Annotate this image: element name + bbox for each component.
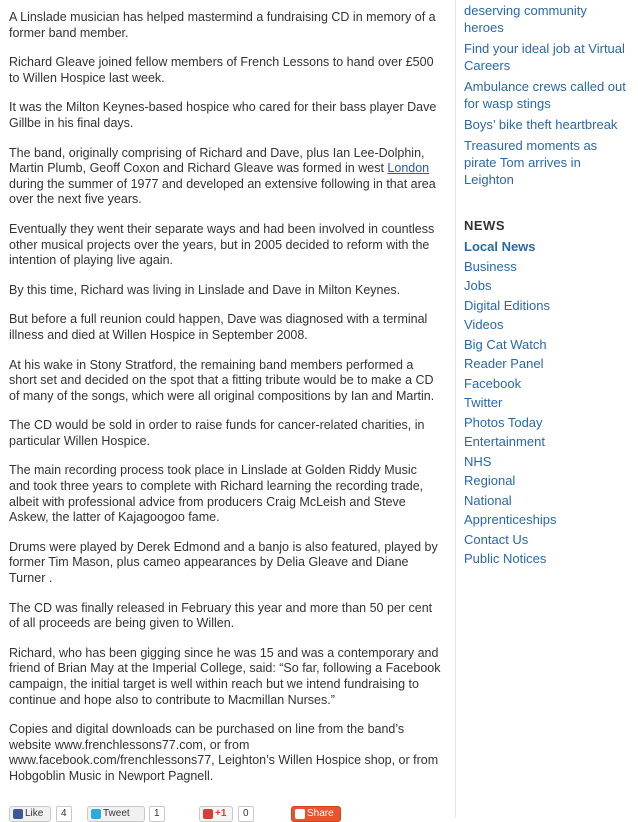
share-button[interactable] [291, 806, 341, 822]
tweet-label: Tweet [103, 808, 130, 819]
gplus-label: +1 [215, 808, 227, 819]
london-link[interactable]: London [387, 161, 430, 176]
nav-national[interactable]: National [464, 492, 512, 508]
tweet-button[interactable] [87, 806, 145, 822]
article-paragraph: The CD was finally released in February this year and more than 50 per cent of all proceeds are being given to Willen. [9, 600, 433, 631]
gplus-count: 0 [238, 806, 254, 822]
paragraph-text: The band, originally comprising of Richard and Dave, plus Ian Lee-Dolphin, Martin Plumb, Geoff Coxon and Richard Gleave was formed in west [9, 145, 425, 176]
nav-public-notices[interactable]: Public Notices [464, 551, 547, 566]
nav-entertainment[interactable]: Entertainment [464, 434, 545, 449]
story-link[interactable]: Find your ideal job at Virtual Careers [464, 41, 625, 73]
nav-business[interactable]: Business [464, 258, 517, 274]
story-link[interactable]: Boys’ bike theft heartbreak [464, 117, 618, 132]
nav-digital-editions[interactable]: Digital Editions [464, 297, 550, 313]
nav-photos-today[interactable]: Photos Today [464, 414, 543, 430]
news-heading: NEWS [464, 218, 505, 233]
tweet-count: 1 [149, 806, 165, 822]
nav-reader-panel[interactable]: Reader Panel [464, 356, 544, 371]
article-paragraph: A Linslade musician has helped mastermind a fundraising CD in memory of a former band member. [9, 10, 436, 40]
nav-jobs[interactable]: Jobs [464, 278, 492, 293]
article-paragraph: Eventually they went their separate ways and had been involved in countless other musical projects over the years, but in 2005 decided to reform with the intention of playing live again. [9, 221, 435, 268]
article-paragraph [9, 146, 441, 208]
story-link[interactable]: deserving community heroes [464, 3, 587, 35]
article-paragraph: It was the Milton Keynes-based hospice who cared for their bass player Dave Gillbe in his final days. [9, 100, 437, 130]
article-paragraph: Richard, who has been gigging since he was 15 and was a contemporary and friend of Brian May at the Imperial College, said: “So far, following a Facebook campaign, the initial target is well within reach but we intend fundraising to continue and hope also to contribute to Macmillan Nurses.” [9, 645, 441, 707]
facebook-like-button[interactable] [9, 806, 51, 822]
related-stories [464, 2, 629, 192]
article-paragraph: Richard Gleave joined fellow members of French Lessons to hand over £500 to Willen Hospice last week. [9, 55, 434, 85]
article-paragraph: Copies and digital downloads can be purchased on line from the band’s website www.frenchlessons77.com, or from www.facebook.com/frenchlessons77, Leighton’s Willen Hospice shop, or from Hobgoblin Music in Newport Pagnell. [9, 722, 439, 783]
nav-local-news[interactable]: Local News [464, 239, 536, 254]
nav-facebook[interactable]: Facebook [464, 375, 522, 391]
paragraph-text: during the summer of 1977 and developed an extensive following in that area over the next five years. [9, 176, 436, 207]
sidebar [455, 0, 638, 818]
nav-apprenticeships[interactable]: Apprenticeships [464, 512, 557, 527]
article-paragraph: The main recording process took place in Linslade at Golden Riddy Music and took three years to complete with Richard learning the recording trade, albeit with professional advice from producers Craig McLeish and Steve Askew, the latter of Kajagoogoo fame. [9, 463, 424, 525]
nav-big-cat-watch[interactable]: Big Cat Watch [464, 336, 547, 352]
article-paragraph: Drums were played by Derek Edmond and a banjo is also featured, played by former Tim Mason, plus cameo appearances by Delia Gleave and Diane Turner . [9, 539, 438, 586]
article-paragraph: But before a full reunion could happen, Dave was diagnosed with a terminal illness and died at Willen Hospice in September 2008. [9, 312, 428, 342]
nav-videos[interactable]: Videos [464, 317, 504, 332]
like-label: Like [25, 808, 44, 819]
nav-twitter[interactable]: Twitter [464, 395, 503, 410]
like-count: 4 [56, 806, 72, 822]
story-link[interactable]: Ambulance crews called out for wasp stings [464, 79, 626, 111]
nav-nhs[interactable]: NHS [464, 453, 492, 469]
story-link[interactable]: Treasured moments as pirate Tom arrives in Leighton [464, 138, 598, 187]
article-paragraph: By this time, Richard was living in Linslade and Dave in Milton Keynes. [9, 282, 401, 297]
nav-contact-us[interactable]: Contact Us [464, 531, 529, 547]
article-body [9, 10, 441, 799]
share-label: Share [307, 808, 334, 819]
article-paragraph: The CD would be sold in order to raise funds for cancer-related charities, in particular Willen Hospice. [9, 418, 425, 448]
google-plus-button[interactable] [199, 806, 233, 822]
nav-regional[interactable]: Regional [464, 473, 516, 488]
news-nav [464, 237, 557, 569]
article-paragraph: At his wake in Stony Stratford, the remaining band members performed a short set and decided on the spot that a fitting tribute would be to make a CD of many of the songs, which were all original compositions by Ian and Martin. [9, 357, 435, 403]
